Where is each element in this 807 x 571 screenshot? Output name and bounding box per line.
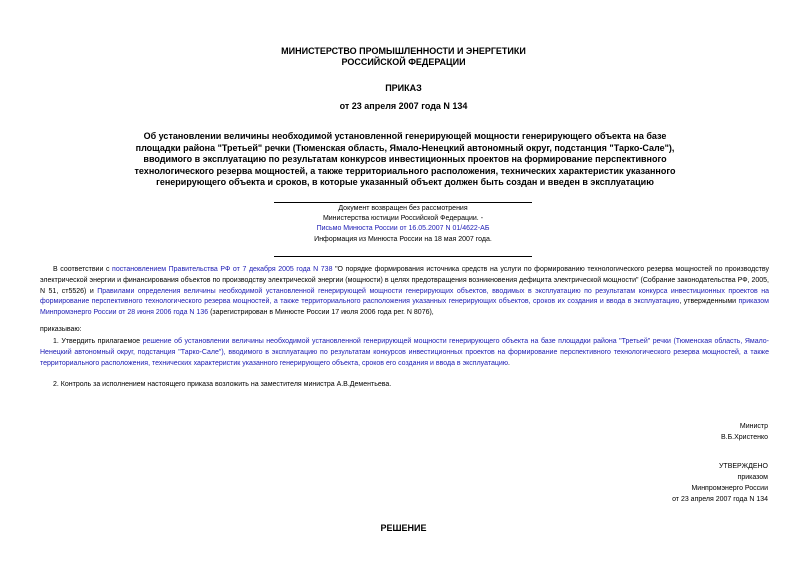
title-line-5: генерирующего объекта и сроков, в которые указанный объект должен быть создан и введен в эксплуатацию — [156, 177, 654, 188]
approval-line-3: Минпромэнерго России — [691, 485, 768, 492]
note-line-1: Документ возвращен без рассмотрения — [338, 205, 468, 212]
title-line-3: вводимого в эксплуатацию по результатам конкурсов инвестиционных проектов на формирование перспективного — [143, 154, 667, 165]
note-line-2: Министерства юстиции Российской Федерации. - — [322, 215, 484, 223]
item1-text-b: . — [508, 359, 510, 367]
ministry-header — [0, 46, 807, 68]
signature-block — [721, 421, 768, 443]
ministry-line-2: РОССИЙСКОЙ ФЕДЕРАЦИИ — [341, 57, 466, 67]
decision-heading: РЕШЕНИЕ — [380, 523, 427, 533]
doc-title — [110, 131, 700, 189]
p1-text-c: , утвержденными — [679, 298, 739, 306]
p1-text-a: В соответствии с — [53, 266, 113, 273]
item-1 — [40, 337, 769, 369]
doc-date: от 23 апреля 2007 года N 134 — [339, 101, 468, 111]
p1-text-b: "О порядке формирования источника средств на услуги по формированию технологического резерва мощностей по производству электрической энергии и финансирования объектов по производству электрической энергии (мощности) в целях предотвращения возникновения дефицита электрической мощности" (Собрание законодательства РФ, 2005, N 51, ст5526) и — [40, 266, 769, 295]
resolution-738-link[interactable]: постановлением Правительства РФ от 7 декабря 2005 года N 738 — [112, 266, 333, 273]
rules-link[interactable]: Правилами определения величины необходимой установленной генерирующей мощности генерирующих объектов, вводимых в эксплуатацию по результатам конкурса инвестиционных проектов на формирование перспективного технологического резерва мощностей, а также территориального расположения указанных генерирующих объектов, сроков их создания и ввода в эксплуатацию — [40, 287, 769, 306]
paragraph-preamble — [40, 265, 769, 319]
doc-type: ПРИКАЗ — [385, 83, 422, 93]
signer-name: В.Б.Христенко — [720, 434, 768, 441]
approval-line-2: приказом — [737, 474, 768, 481]
ordered-word: приказываю: — [40, 326, 82, 333]
item1-text-a: 1. Утвердить прилагаемое — [53, 338, 143, 345]
title-line-4: технологического резерва мощностей, а также территориального расположения, технических характеристик указанного — [134, 165, 676, 176]
decision-link[interactable]: решение об установлении величины необходимой установленной генерирующей мощности генерирующего объекта на базе площадки района "Третьей" речки (Тюменская область, Ямало-Ненецкий автономный округ, подстанция "Тарко-Сале"), вводимого в эксплуатацию по результатам конкурсов инвестиционных проектов на формирование перспективного технологического резерва мощностей, а также территориального расположения, технических характеристик указанного генерирующего объекта, сроков его создания и ввода в эксплуатацию — [40, 338, 770, 367]
note-letter-link[interactable]: Письмо Минюста России от 16.05.2007 N 01/4622-АБ — [316, 225, 490, 233]
approval-block — [672, 461, 768, 505]
item-2: 2. Контроль за исполнением настоящего приказа возложить на заместителя министра А.В.Дементьева. — [53, 381, 392, 388]
status-note — [274, 202, 532, 257]
approval-line-4: от 23 апреля 2007 года N 134 — [672, 496, 768, 503]
title-line-1: Об установлении величины необходимой установленной генерирующей мощности генерирующего объекта на базе — [143, 131, 667, 141]
order-136-link[interactable]: приказом Минпромэнерго России от 28 июня 2006 года N 136 — [40, 298, 769, 317]
approval-stamp: УТВЕРЖДЕНО — [718, 463, 768, 470]
ministry-line-1: МИНИСТЕРСТВО ПРОМЫШЛЕННОСТИ И ЭНЕРГЕТИКИ — [281, 46, 526, 56]
signer-position: Министр — [739, 423, 768, 430]
note-line-4: Информация из Минюста России на 18 мая 2007 года. — [314, 235, 492, 243]
p1-text-d: (зарегистрирован в Минюсте России 17 июля 2006 года рег. N 8076), — [208, 309, 434, 317]
title-line-2: площадки района "Третьей" речки (Тюменская область, Ямало-Ненецкий автономный округ, подстанция "Тарко-Сале"), — [135, 142, 675, 153]
